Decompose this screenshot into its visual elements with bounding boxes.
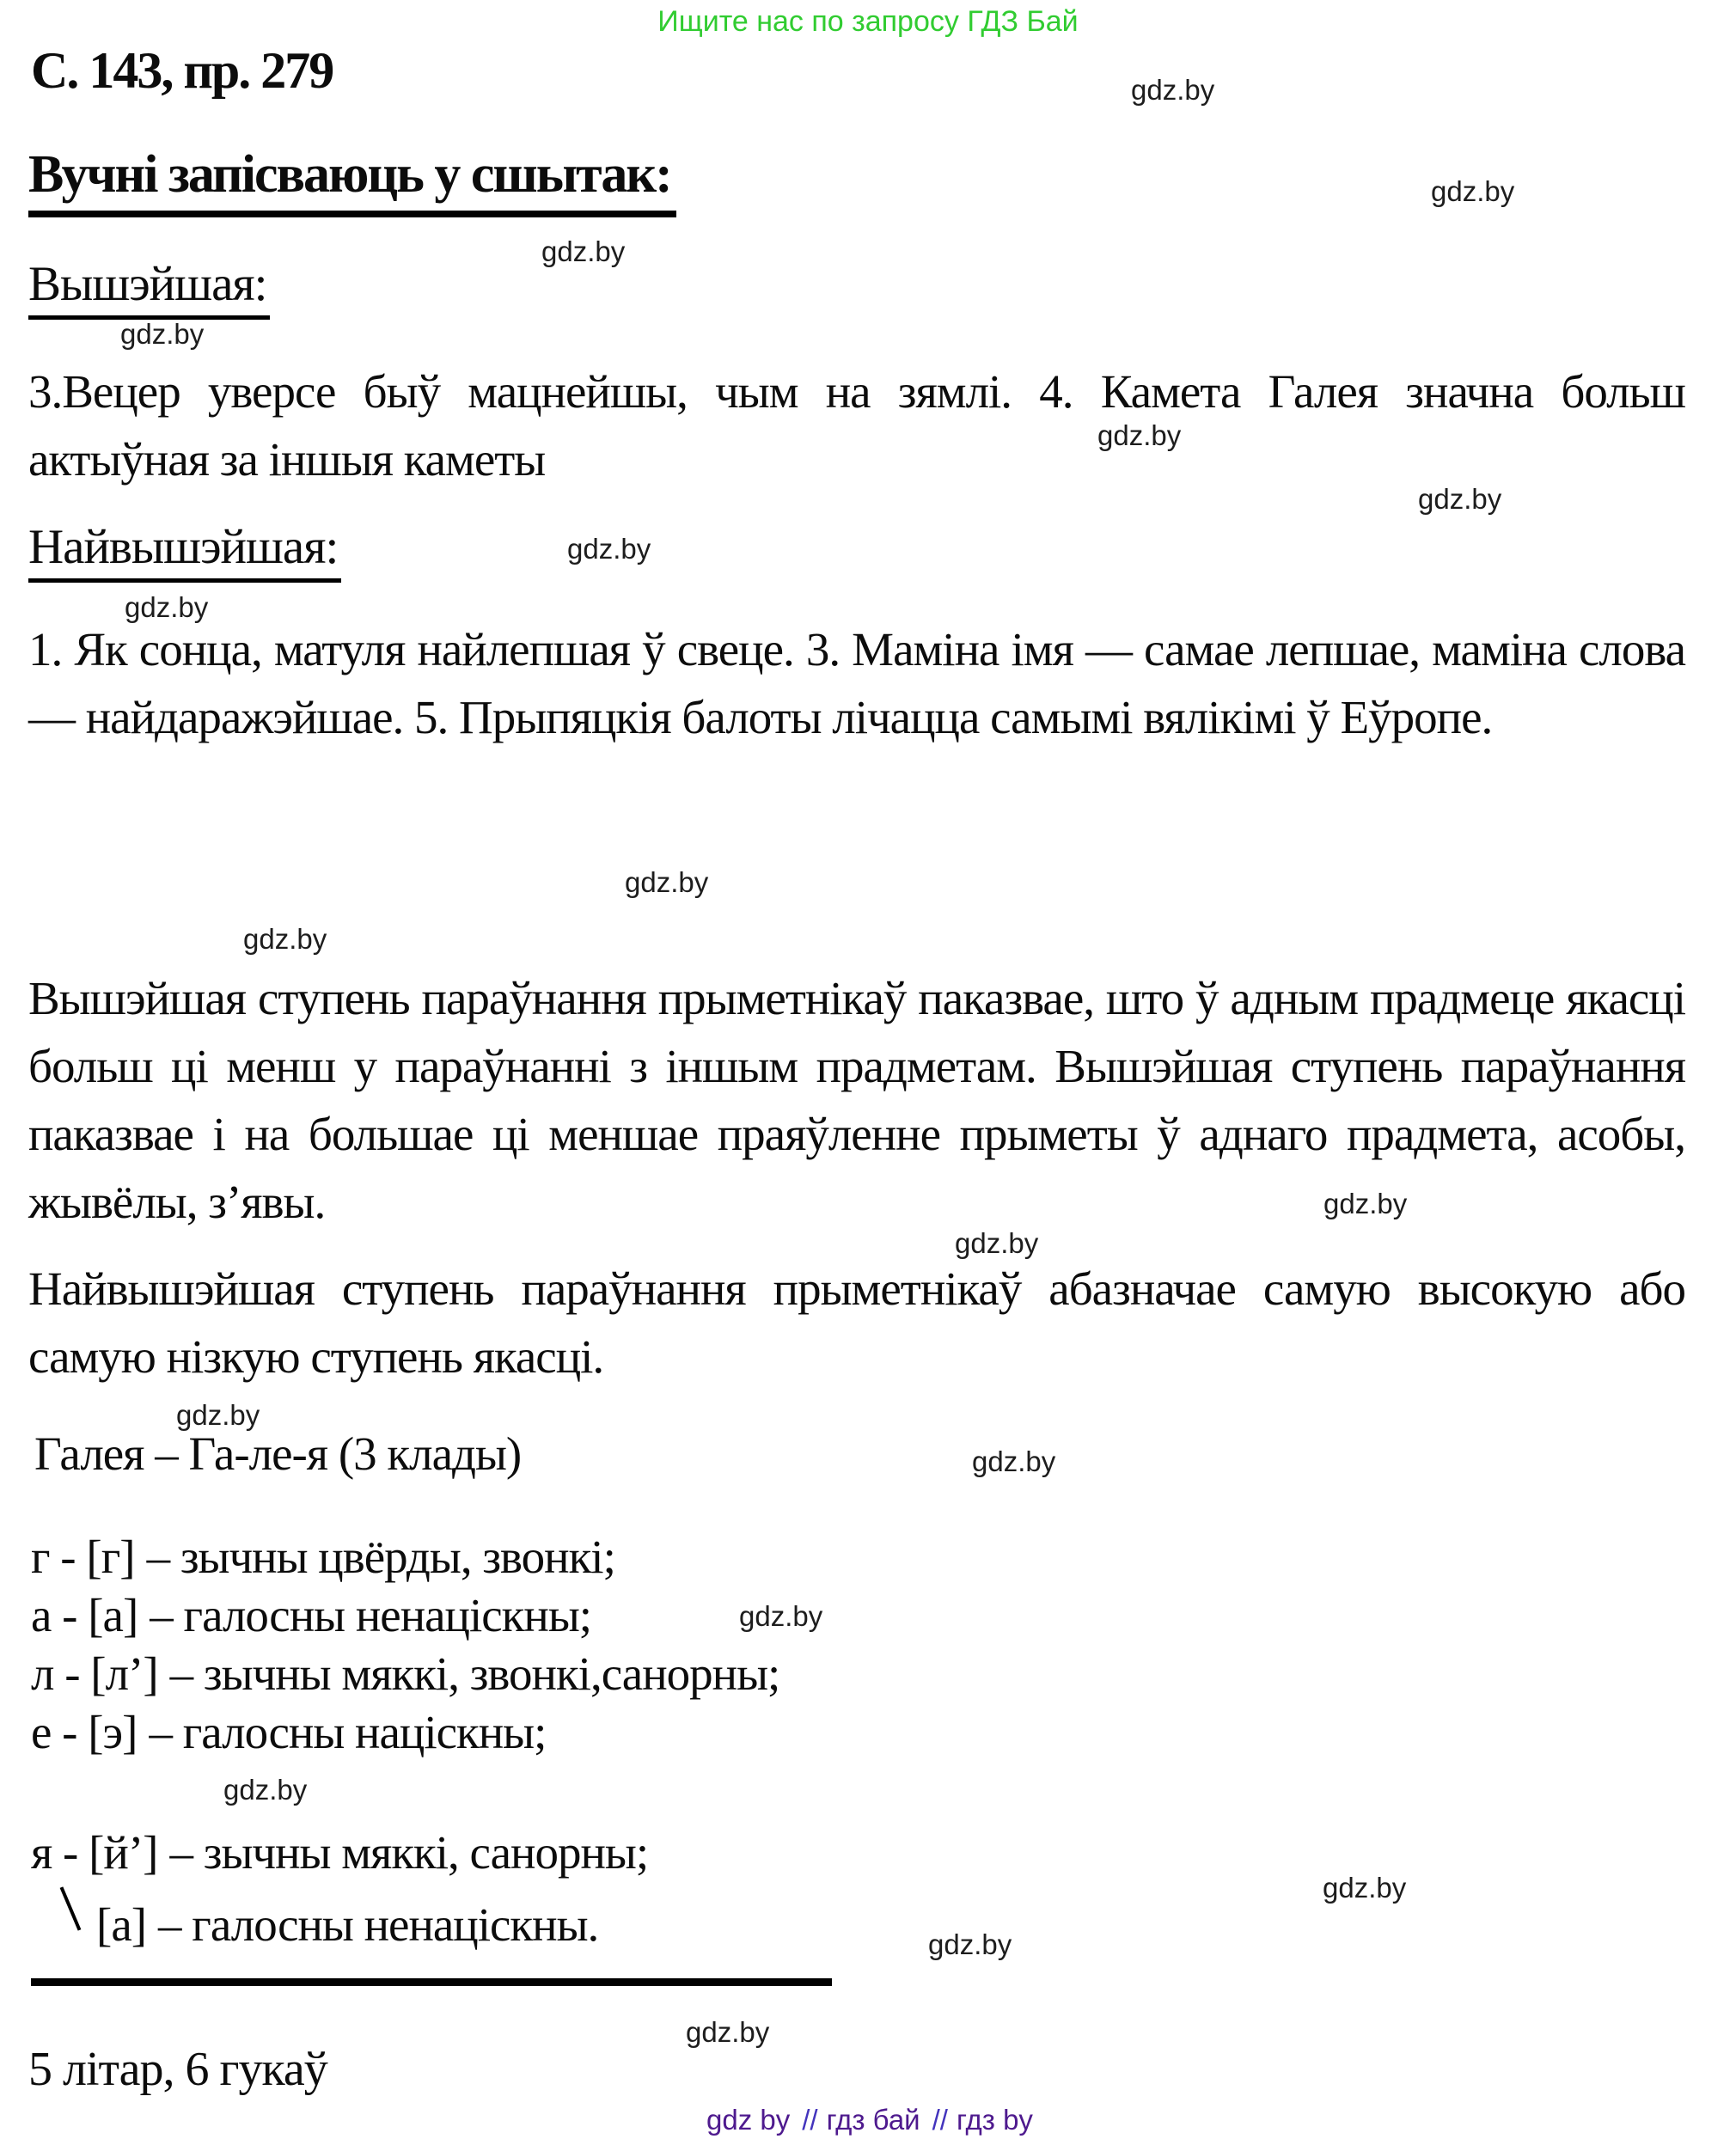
gdz-watermark: gdz.by: [625, 866, 709, 898]
rule-paragraph-comparative: Вышэйшая ступень параўнання прыметнікаў паказвае, што ў адным прадмеце якасці больш ці менш у параўнанні з іншым прадметам. Вышэйшая ступень параўнання паказвае і на большае ці меншае праяўленне прыметы ў аднаго прадмета, асобы, жывёлы, з’явы.: [28, 972, 1685, 1228]
gdz-watermark: gdz.by: [972, 1445, 1056, 1477]
phonetic-letter-sound: е - [э]: [31, 1706, 138, 1758]
gdz-watermark: gdz.by: [120, 318, 205, 350]
phonetic-letter-sound: я - [й’]: [31, 1826, 158, 1879]
phonetic-letter-sound: [а]: [96, 1898, 147, 1951]
gdz-watermark: gdz.by: [125, 591, 209, 623]
gdz-watermark: gdz.by: [1418, 483, 1502, 515]
superlative-heading: Найвышэйшая:: [28, 519, 341, 583]
phonetic-description: – зычны цвёрды, звонкі;: [146, 1531, 615, 1583]
phonetic-item-g: [31, 1530, 615, 1584]
phonetic-description: – галосны ненаціскны;: [150, 1589, 592, 1641]
promo-banner: Ищите нас по запросу ГДЗ Бай: [657, 5, 1079, 38]
phonetic-item-a: [31, 1588, 591, 1642]
phonetic-letter-sound: г - [г]: [31, 1531, 135, 1583]
gdz-watermark: gdz.by: [541, 235, 626, 267]
divider-line: [31, 1978, 832, 1986]
phonetic-letter-sound: л - [л’]: [31, 1647, 158, 1700]
gdz-watermark: gdz.by: [928, 1928, 1012, 1960]
gdz-watermark: gdz.by: [739, 1600, 823, 1632]
page-title: С. 143, пр. 279: [31, 42, 333, 99]
syllable-division-line: Галея – Га-ле-я (3 клады): [34, 1427, 522, 1480]
gdz-watermark: gdz.by: [1131, 74, 1215, 106]
phonetic-description: – галосны націскны;: [149, 1706, 547, 1758]
footer-link-gdz-by[interactable]: gdz by: [706, 2104, 791, 2136]
rule-paragraph-superlative: Найвышэйшая ступень параўнання прыметнікаў абазначае самую высокую або самую нізкую ступень якасці.: [28, 1262, 1685, 1383]
phonetic-item-ya: [31, 1825, 648, 1879]
phonetic-item-e: [31, 1705, 546, 1759]
footer-links: [706, 2104, 1045, 2136]
gdz-watermark: gdz.by: [243, 923, 327, 955]
comparative-sentences: 3.Вецер уверсе быў мацнейшы, чым на зямлі. 4. Камета Галея значна больш актыўная за іншыя каметы: [28, 365, 1685, 486]
comparative-heading: Вышэйшая:: [28, 256, 270, 320]
phonetic-description: – зычны мяккі, звонкі,санорны;: [169, 1647, 780, 1700]
phonetic-description: – галосны ненаціскны.: [158, 1898, 599, 1951]
intro-heading: Вучні запісваюць у сшытак:: [28, 144, 676, 217]
sound-branch-line: [60, 1886, 82, 1930]
gdz-watermark: gdz.by: [1097, 419, 1182, 451]
gdz-watermark: gdz.by: [955, 1227, 1039, 1259]
gdz-watermark: gdz.by: [223, 1774, 308, 1806]
phonetic-letter-sound: а - [а]: [31, 1589, 138, 1641]
phonetic-description: – зычны мяккі, санорны;: [169, 1826, 649, 1879]
footer-link-gdz-bai[interactable]: гдз бай: [826, 2104, 920, 2136]
phonetic-item-ya-second-sound: [96, 1898, 598, 1952]
gdz-watermark: gdz.by: [1323, 1188, 1408, 1219]
gdz-watermark: gdz.by: [176, 1399, 260, 1431]
superlative-sentences: 1. Як сонца, матуля найлепшая ў свеце. 3. Маміна імя — самае лепшае, маміна слова — найдаражэйшае. 5. Прыпяцкія балоты лічацца самымі вялікімі ў Еўропе.: [28, 623, 1685, 743]
letters-sounds-summary: 5 літар, 6 гукаў: [28, 2043, 327, 2096]
gdz-watermark: gdz.by: [567, 533, 651, 565]
footer-link-gdz-by-2[interactable]: гдз by: [956, 2104, 1033, 2136]
gdz-watermark: gdz.by: [1431, 175, 1515, 207]
gdz-watermark: gdz.by: [1323, 1872, 1407, 1904]
gdz-watermark: gdz.by: [686, 2016, 770, 2048]
footer-separator: //: [932, 2104, 948, 2136]
phonetic-item-l: [31, 1647, 779, 1701]
footer-separator: //: [802, 2104, 818, 2136]
